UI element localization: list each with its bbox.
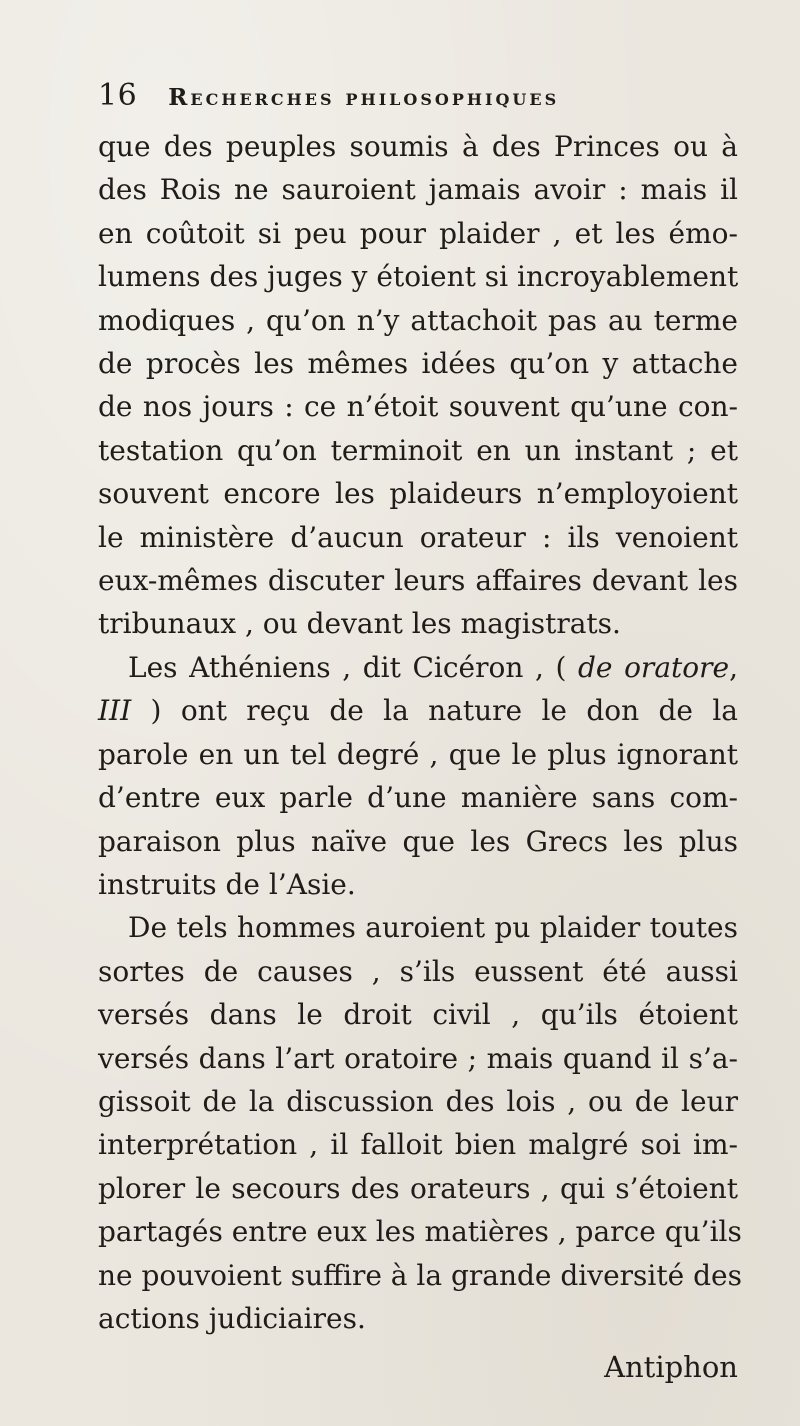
text-line: en coûtoit si peu pour plaider , et les émo-	[98, 216, 738, 250]
text-line: lumens des juges y étoient si incroyablement	[98, 260, 739, 294]
text-run: ,	[729, 650, 738, 684]
text-line: gissoit de la discussion des lois , ou de leur	[98, 1084, 738, 1118]
text-line: parole en un tel degré , que le plus ignorant	[98, 737, 738, 771]
text-line: souvent encore les plaideurs n’employoient	[98, 477, 738, 511]
text-line: modiques , qu’on n’y attachoit pas au terme	[98, 303, 738, 337]
page-header	[98, 78, 738, 118]
text-run: ) ont reçu de la nature le don de la	[150, 694, 739, 728]
text-line: versés dans l’art oratoire ; mais quand il s’a-	[98, 1041, 738, 1075]
catchword: Antiphon	[604, 1350, 738, 1384]
text-run: Les Athéniens , dit Cicéron , (	[128, 650, 567, 684]
text-line	[98, 646, 738, 689]
text-line: le ministère d’aucun orateur : ils venoient	[98, 520, 738, 554]
page-number: 16	[98, 78, 138, 113]
text-line: paraison plus naïve que les Grecs les plus	[98, 824, 738, 858]
citation-book: III	[98, 694, 132, 728]
text-line: ne pouvoient suffire à la grande diversité des	[98, 1258, 742, 1292]
text-line: interprétation , il falloit bien malgré soi im-	[98, 1128, 738, 1162]
text-line: sortes de causes , s’ils eussent été aussi	[98, 954, 738, 988]
text-line: des Rois ne sauroient jamais avoir : mais il	[98, 173, 738, 207]
text-line: testation qu’on terminoit en un instant ; et	[98, 433, 738, 467]
citation-title: de oratore	[577, 650, 730, 684]
text-line: que des peuples soumis à des Princes ou à	[98, 130, 738, 163]
text-line: plorer le secours des orateurs , qui s’étoient	[98, 1171, 738, 1205]
running-title: Recherches philosophiques	[168, 84, 560, 111]
text-line: eux-mêmes discuter leurs affaires devant les	[98, 564, 738, 598]
text-line	[98, 689, 738, 732]
text-line: instruits de l’Asie.	[98, 867, 356, 901]
text-line: de nos jours : ce n’étoit souvent qu’une con-	[98, 390, 738, 424]
text-line: versés dans le droit civil , qu’ils étoient	[98, 998, 738, 1032]
text-line: actions judiciaires.	[98, 1301, 366, 1335]
text-line: d’entre eux parle d’une manière sans com-	[98, 781, 738, 815]
text-line: tribunaux , ou devant les magistrats.	[98, 607, 621, 641]
text-line: de procès les mêmes idées qu’on y attache	[98, 347, 738, 381]
text-line: partagés entre eux les matières , parce qu’ils	[98, 1215, 742, 1249]
text-line: De tels hommes auroient pu plaider toutes	[128, 911, 738, 945]
body-text	[98, 125, 742, 1340]
